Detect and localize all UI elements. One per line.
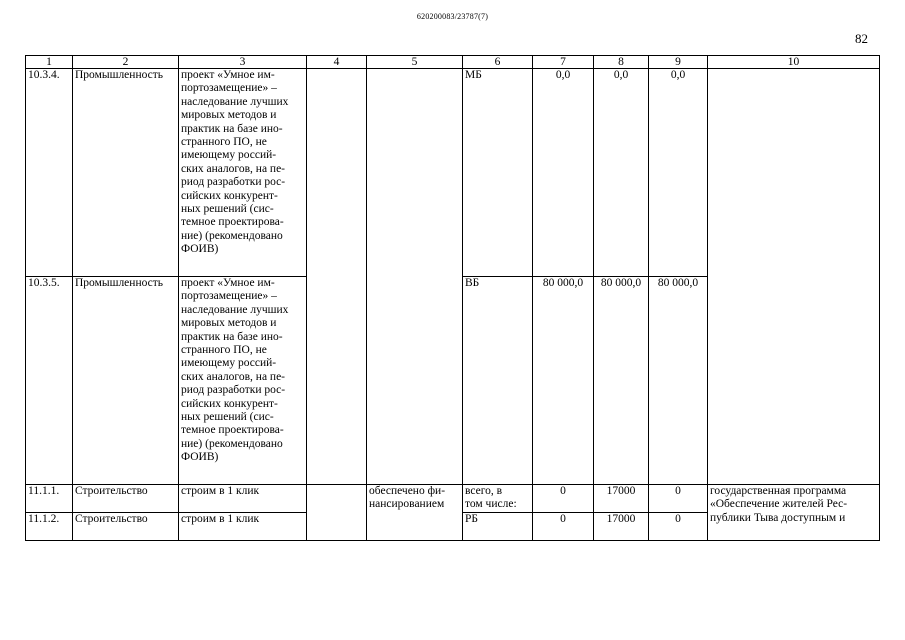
row-description: строим в 1 клик bbox=[179, 513, 307, 541]
column-header: 6 bbox=[463, 56, 533, 69]
column-header: 3 bbox=[179, 56, 307, 69]
column-header: 1 bbox=[26, 56, 73, 69]
row-value-8: 17000 bbox=[594, 513, 649, 541]
row-col10: государственная программа «Обеспечение жителей Рес- публики Тыва доступным и bbox=[708, 485, 880, 541]
row-sector: Строительство bbox=[73, 513, 179, 541]
row-value-7: 80 000,0 bbox=[533, 277, 594, 485]
column-header: 10 bbox=[708, 56, 880, 69]
row-value-9: 80 000,0 bbox=[649, 277, 708, 485]
document-id: 620200083/23787(7) bbox=[416, 12, 489, 21]
row-value-9: 0 bbox=[649, 485, 708, 513]
row-value-9: 0,0 bbox=[649, 69, 708, 277]
header-row bbox=[26, 56, 880, 69]
page-number: 82 bbox=[855, 31, 868, 46]
column-header: 8 bbox=[594, 56, 649, 69]
column-header: 4 bbox=[307, 56, 367, 69]
row-source: всего, в том числе: bbox=[463, 485, 533, 513]
row-col5 bbox=[367, 69, 463, 485]
row-source: РБ bbox=[463, 513, 533, 541]
column-header: 5 bbox=[367, 56, 463, 69]
row-id: 11.1.2. bbox=[26, 513, 73, 541]
budget-table bbox=[25, 55, 880, 541]
table-row bbox=[26, 69, 880, 277]
column-header: 7 bbox=[533, 56, 594, 69]
row-value-8: 80 000,0 bbox=[594, 277, 649, 485]
row-value-7: 0,0 bbox=[533, 69, 594, 277]
column-header: 9 bbox=[649, 56, 708, 69]
row-description: проект «Умное им- портозамещение» – наследование лучших мировых методов и практик на базе ино- странного ПО, не имеющему россий- ских аналогов, на пе- риод разработки рос- сийских конкурент- ных решений (сис- темное проектирова- ние) (рекомендовано ФОИВ) bbox=[179, 69, 307, 277]
row-source: МБ bbox=[463, 69, 533, 277]
row-col4 bbox=[307, 69, 367, 485]
row-col10 bbox=[708, 69, 880, 485]
row-col5: обеспечено фи- нансированием bbox=[367, 485, 463, 541]
row-value-7: 0 bbox=[533, 485, 594, 513]
row-description: строим в 1 клик bbox=[179, 485, 307, 513]
row-col4 bbox=[307, 485, 367, 541]
row-value-7: 0 bbox=[533, 513, 594, 541]
row-value-8: 0,0 bbox=[594, 69, 649, 277]
row-sector: Промышленность bbox=[73, 277, 179, 485]
row-id: 10.3.5. bbox=[26, 277, 73, 485]
row-sector: Промышленность bbox=[73, 69, 179, 277]
row-value-8: 17000 bbox=[594, 485, 649, 513]
row-id: 11.1.1. bbox=[26, 485, 73, 513]
column-header: 2 bbox=[73, 56, 179, 69]
table-row bbox=[26, 485, 880, 513]
row-id: 10.3.4. bbox=[26, 69, 73, 277]
row-description: проект «Умное им- портозамещение» – наследование лучших мировых методов и практик на базе ино- странного ПО, не имеющему россий- ских аналогов, на пе- риод разработки рос- сийских конкурент- ных решений (сис- темное проектирова- ние) (рекомендовано ФОИВ) bbox=[179, 277, 307, 485]
row-value-9: 0 bbox=[649, 513, 708, 541]
row-source: ВБ bbox=[463, 277, 533, 485]
row-sector: Строительство bbox=[73, 485, 179, 513]
